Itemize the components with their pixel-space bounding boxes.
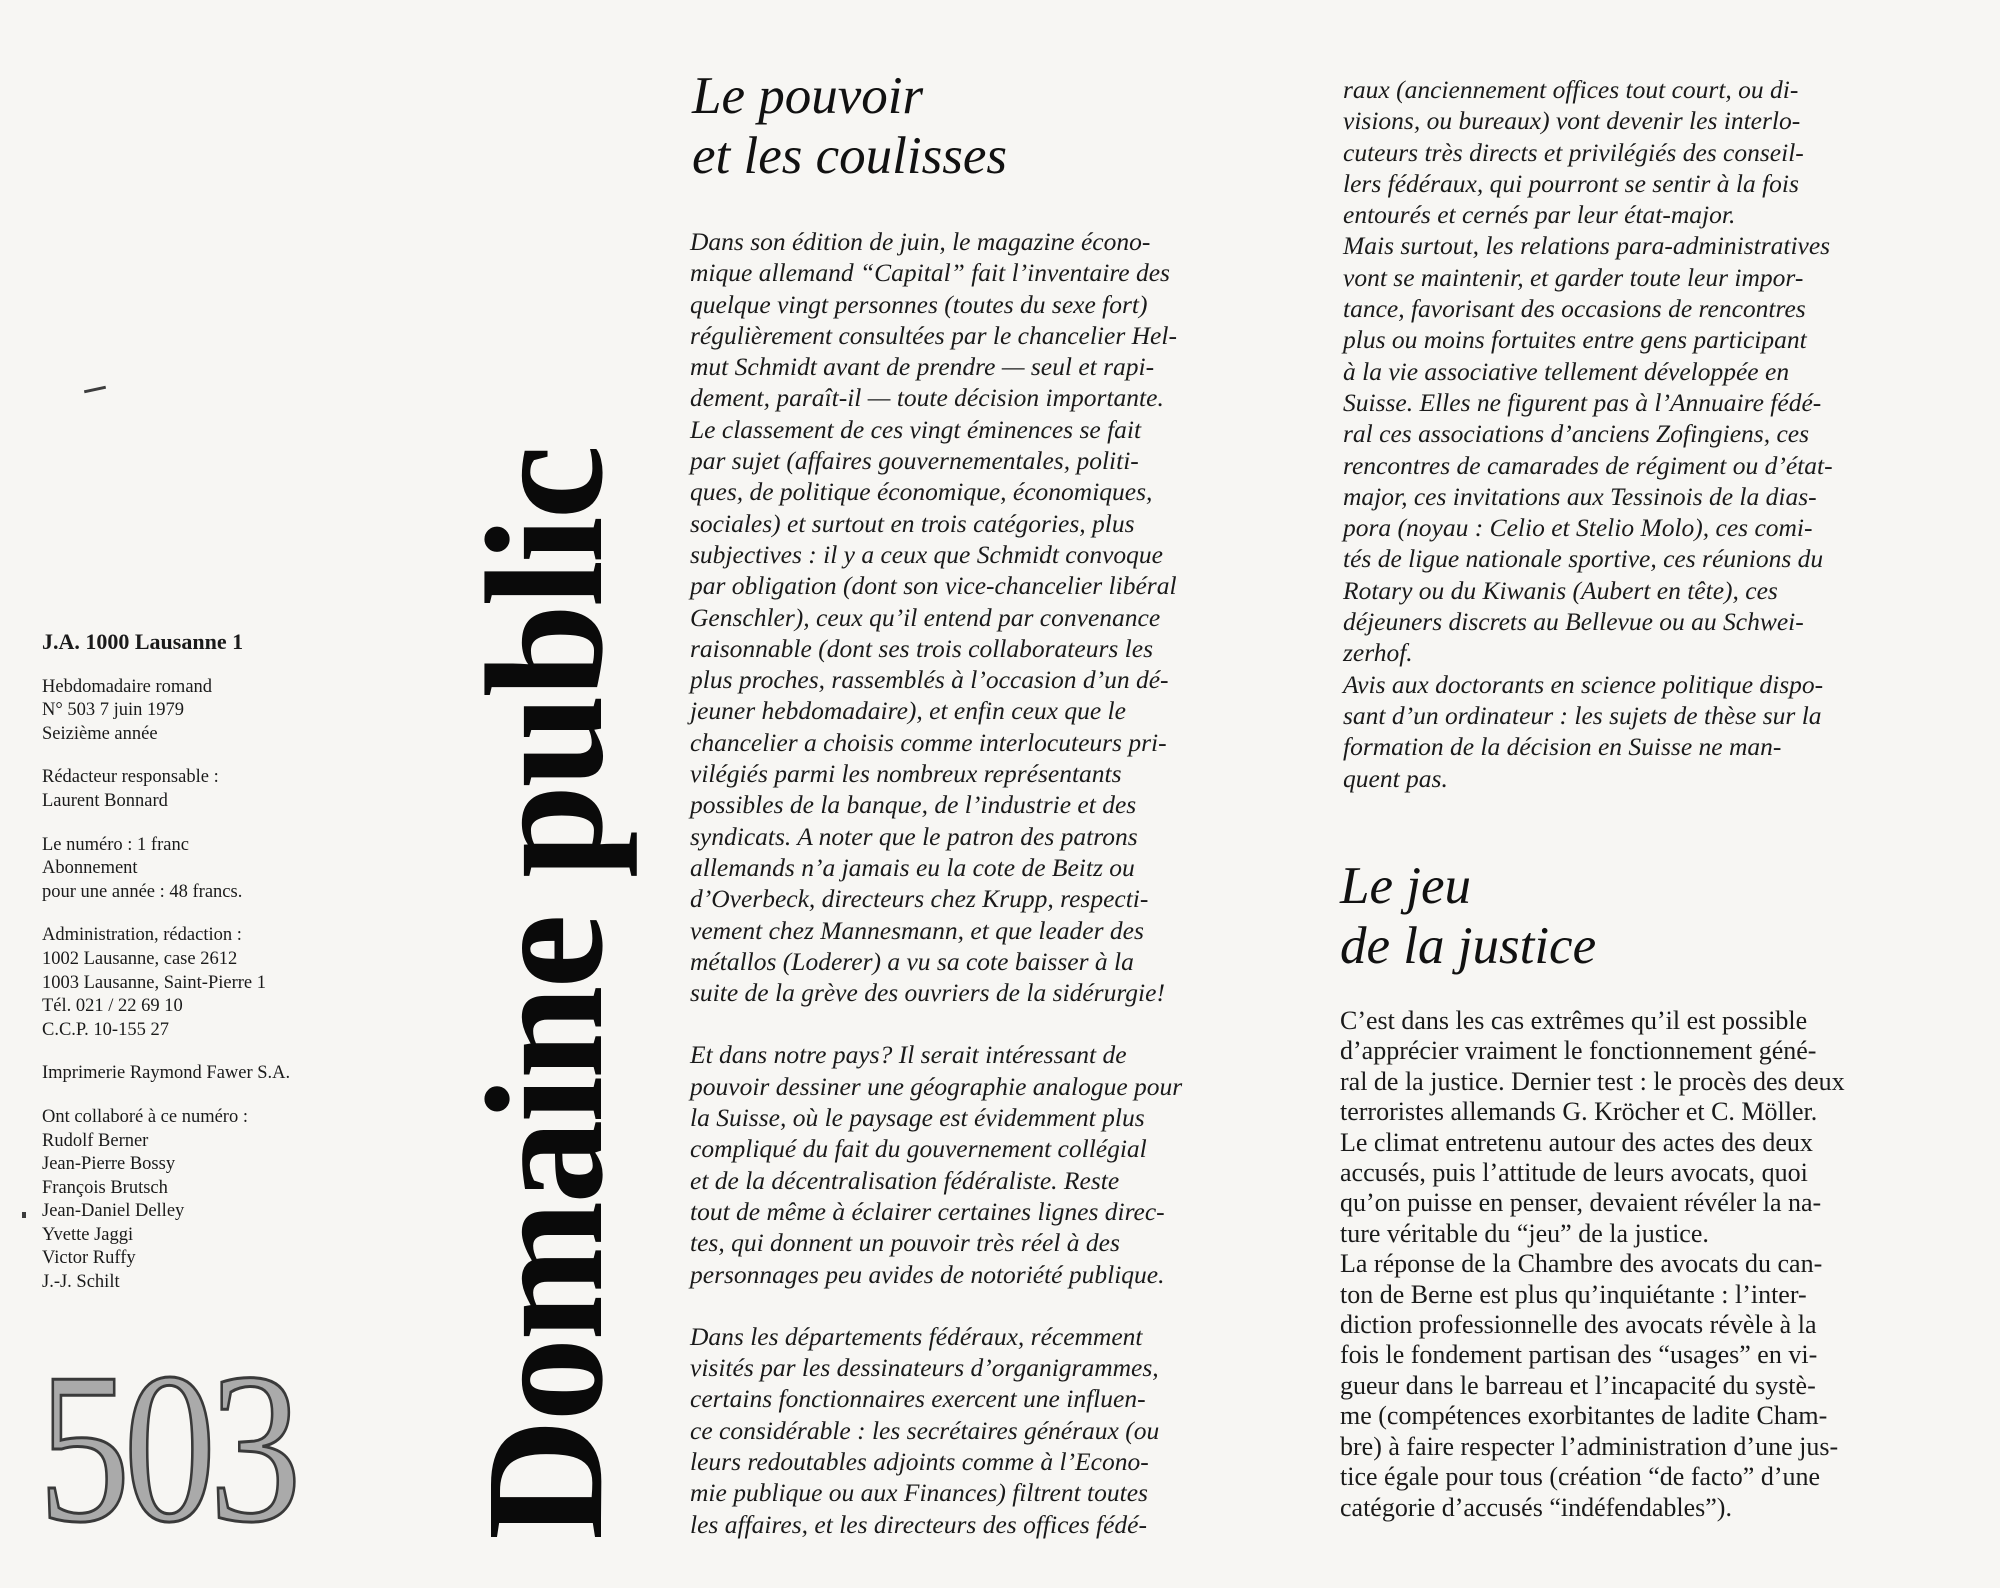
text-line: lers fédéraux, qui pourront se sentir à la fois (1343, 168, 1799, 198)
text-line: régulièrement consultées par le chancelier Hel- (690, 320, 1177, 350)
text-line: vilégiés parmi les nombreux représentants (690, 759, 1122, 789)
info-block (42, 1106, 382, 1295)
text-line: quelque vingt personnes (toutes du sexe fort) (690, 289, 1148, 319)
info-line: 1002 Lausanne, case 2612 (42, 948, 238, 969)
text-line: d’Overbeck, directeurs chez Krupp, respecti- (690, 884, 1149, 914)
info-line: N° 503 7 juin 1979 (42, 700, 185, 721)
info-line: Tél. 021 / 22 69 10 (42, 996, 183, 1017)
info-line: François Brutsch (42, 1177, 168, 1198)
text-line: Le classement de ces vingt éminences se fait (690, 414, 1142, 444)
info-blocks (42, 676, 382, 1295)
publication-info (42, 630, 382, 1315)
text-line: me (compétences exorbitantes de ladite Cham- (1340, 1401, 1828, 1431)
text-line: tout de même à éclairer certaines lignes direc- (690, 1196, 1165, 1226)
text-line: Avis aux doctorants en science politique dispo- (1343, 669, 1824, 699)
info-line: Victor Ruffy (42, 1248, 136, 1269)
text-line: ce considérable : les secrétaires généraux (ou (690, 1415, 1160, 1445)
info-line: Hebdomadaire romand (42, 676, 213, 697)
text-line: visions, ou bureaux) vont devenir les interlo- (1343, 106, 1801, 136)
text-line: catégorie d’accusés “indéfendables”). (1340, 1492, 1732, 1522)
text-line: dement, paraît-il — toute décision importante. (690, 383, 1164, 413)
text-line: zerhof. (1343, 638, 1413, 668)
text-line: formation de la décision en Suisse ne man- (1343, 732, 1782, 762)
text-line: plus proches, rassemblés à l’occasion d’un dé- (690, 665, 1169, 695)
info-block (42, 834, 382, 905)
text-line: La réponse de la Chambre des avocats du can- (1340, 1249, 1823, 1279)
text-line: par obligation (dont son vice-chancelier libéral (690, 571, 1177, 601)
text-line: terroristes allemands G. Kröcher et C. Möller. (1340, 1097, 1818, 1127)
text-line: allemands n’a jamais eu la cote de Beitz ou (690, 852, 1135, 882)
text-line: à la vie associative tellement développée en (1343, 356, 1790, 386)
text-line: fois le fondement partisan des “usages” en vi- (1340, 1340, 1818, 1370)
info-line: Rédacteur responsable : (42, 767, 219, 788)
info-line: Seizième année (42, 723, 158, 744)
text-line: bre) à faire respecter l’administration d’une jus- (1340, 1431, 1839, 1461)
info-line: Jean-Pierre Bossy (42, 1154, 176, 1175)
text-line: rencontres de camarades de régiment ou d’état- (1343, 450, 1833, 480)
text-line: ture véritable du “jeu” de la justice. (1340, 1218, 1709, 1248)
article2-title-line2: de la justice (1340, 917, 1597, 975)
text-line: Mais surtout, les relations para-administratives (1343, 231, 1831, 261)
text-line: mique allemand “Capital” fait l’inventaire des (690, 258, 1170, 288)
text-line: accusés, puis l’attitude de leurs avocats, quoi (1340, 1158, 1808, 1188)
text-line: Dans les départements fédéraux, récemment (690, 1321, 1143, 1351)
article1-column2 (1343, 74, 1957, 794)
text-line: tes, qui donnent un pouvoir très réel à des (690, 1228, 1120, 1258)
paragraph-gap (690, 1290, 1300, 1321)
mailing-code: J.A. 1000 Lausanne 1 (42, 629, 244, 654)
text-line: Et dans notre pays? Il serait intéressant de (690, 1040, 1127, 1070)
text-line: plus ou moins fortuites entre gens participant (1343, 325, 1807, 355)
text-line: par sujet (affaires gouvernementales, politi- (690, 446, 1139, 476)
text-line: diction professionnelle des avocats révèle à la (1340, 1310, 1817, 1340)
text-line: sant d’un ordinateur : les sujets de thèse sur la (1343, 700, 1822, 730)
text-line: C’est dans les cas extrêmes qu’il est possible (1340, 1006, 1808, 1035)
text-line: vont se maintenir, et garder toute leur impor- (1343, 262, 1804, 292)
text-line: la Suisse, où le paysage est évidemment plus (690, 1103, 1145, 1133)
article2-body (1340, 1006, 1958, 1523)
text-line: certains fonctionnaires exercent une influen- (690, 1384, 1146, 1414)
text-line: personnages peu avides de notoriété publique. (690, 1259, 1165, 1289)
text-line: Le climat entretenu autour des actes des deux (1340, 1127, 1813, 1157)
paragraph (690, 226, 1300, 1008)
text-line: major, ces invitations aux Tessinois de la dias- (1343, 481, 1817, 511)
text-line: Suisse. Elles ne figurent pas à l’Annuaire fédé- (1343, 387, 1822, 417)
text-line: cuteurs très directs et privilégiés des conseil- (1343, 137, 1804, 167)
info-line: Abonnement (42, 858, 138, 879)
text-line: ques, de politique économique, économiques, (690, 477, 1153, 507)
text-line: pouvoir dessiner une géographie analogue pour (690, 1071, 1183, 1101)
text-line: visités par les dessinateurs d’organigrammes, (690, 1353, 1159, 1383)
article1-column1 (690, 226, 1300, 1540)
info-line: Le numéro : 1 franc (42, 834, 189, 855)
text-line: qu’on puisse en penser, devaient révéler la na- (1340, 1188, 1822, 1218)
text-line: sociales) et surtout en trois catégories, plus (690, 508, 1135, 538)
info-line: Administration, rédaction : (42, 925, 242, 946)
info-block (42, 1062, 382, 1086)
article2-title-line1: Le jeu (1340, 857, 1471, 915)
info-line: Ont collaboré à ce numéro : (42, 1106, 248, 1127)
info-block (42, 924, 382, 1042)
info-line: Rudolf Berner (42, 1130, 149, 1151)
paragraph (690, 1039, 1300, 1289)
text-line: d’apprécier vraiment le fonctionnement géné- (1340, 1036, 1817, 1066)
text-line: Rotary ou du Kiwanis (Aubert en tête), ces (1343, 575, 1778, 605)
text-line: déjeuners discrets au Bellevue ou au Schwei- (1343, 607, 1804, 637)
text-line: entourés et cernés par leur état-major. (1343, 200, 1736, 230)
print-speck (84, 386, 106, 394)
paragraph (690, 1321, 1300, 1540)
text-line: subjectives : il y a ceux que Schmidt convoque (690, 539, 1163, 569)
paragraph-gap (690, 1008, 1300, 1039)
text-line: Dans son édition de juin, le magazine écono- (690, 227, 1151, 256)
text-line: quent pas. (1343, 763, 1448, 793)
masthead-title: Domaine public (452, 447, 638, 1540)
text-line: gueur dans le barreau et l’incapacité du systè- (1340, 1370, 1816, 1400)
article1-title-line2: et les coulisses (692, 127, 1007, 185)
text-line: ton de Berne est plus qu’inquiétante : l’inter- (1340, 1279, 1807, 1309)
text-line: mut Schmidt avant de prendre — seul et rapi- (690, 352, 1155, 382)
text-line: possibles de la banque, de l’industrie et des (690, 790, 1137, 820)
text-line: chancelier a choisis comme interlocuteurs pri- (690, 727, 1167, 757)
info-line: J.-J. Schilt (42, 1272, 120, 1293)
text-line: vement chez Mannesmann, et que leader des (690, 915, 1144, 945)
text-line: Genschler), ceux qu’il entend par convenance (690, 602, 1161, 632)
text-line: raisonnable (dont ses trois collaborateurs les (690, 633, 1154, 663)
text-line: raux (anciennement offices tout court, ou di- (1343, 75, 1799, 104)
article2-headline (1340, 856, 1596, 976)
text-line: mie publique ou aux Finances) filtrent toutes (690, 1478, 1148, 1508)
info-line: Yvette Jaggi (42, 1224, 134, 1245)
info-line: Laurent Bonnard (42, 790, 168, 811)
info-line: Imprimerie Raymond Fawer S.A. (42, 1063, 291, 1084)
text-line: suite de la grève des ouvriers de la sidérurgie! (690, 978, 1165, 1008)
print-speck (22, 1212, 26, 1218)
text-line: syndicats. A noter que le patron des patrons (690, 821, 1138, 851)
text-line: et de la décentralisation fédéraliste. Reste (690, 1165, 1120, 1195)
text-line: pora (noyau : Celio et Stelio Molo), ces comi- (1343, 513, 1813, 543)
text-line: tés de ligue nationale sportive, ces réunions du (1343, 544, 1824, 574)
text-line: jeuner hebdomadaire), et enfin ceux que le (690, 696, 1126, 726)
info-block (42, 676, 382, 747)
text-line: métallos (Loderer) a vu sa cote baisser à la (690, 946, 1134, 976)
info-line: 1003 Lausanne, Saint-Pierre 1 (42, 972, 266, 993)
info-line: C.C.P. 10-155 27 (42, 1019, 169, 1040)
text-line: tance, favorisant des occasions de rencontres (1343, 294, 1806, 324)
text-line: tice égale pour tous (création “de facto” d’une (1340, 1462, 1821, 1492)
text-line: ral de la justice. Dernier test : le procès des deux (1340, 1066, 1845, 1096)
text-line: ral ces associations d’anciens Zofingiens, ces (1343, 419, 1810, 449)
article1-title-line1: Le pouvoir (692, 67, 924, 125)
info-line: pour une année : 48 francs. (42, 881, 243, 902)
info-block (42, 766, 382, 813)
text-line: les affaires, et les directeurs des offices fédé- (690, 1509, 1147, 1539)
info-line: Jean-Daniel Delley (42, 1201, 185, 1222)
text-line: compliqué du fait du gouvernement collégial (690, 1134, 1147, 1164)
text-line: leurs redoutables adjoints comme à l’Econo- (690, 1446, 1149, 1476)
article1-headline (692, 66, 1007, 186)
issue-number-large: 503 (38, 1328, 295, 1567)
